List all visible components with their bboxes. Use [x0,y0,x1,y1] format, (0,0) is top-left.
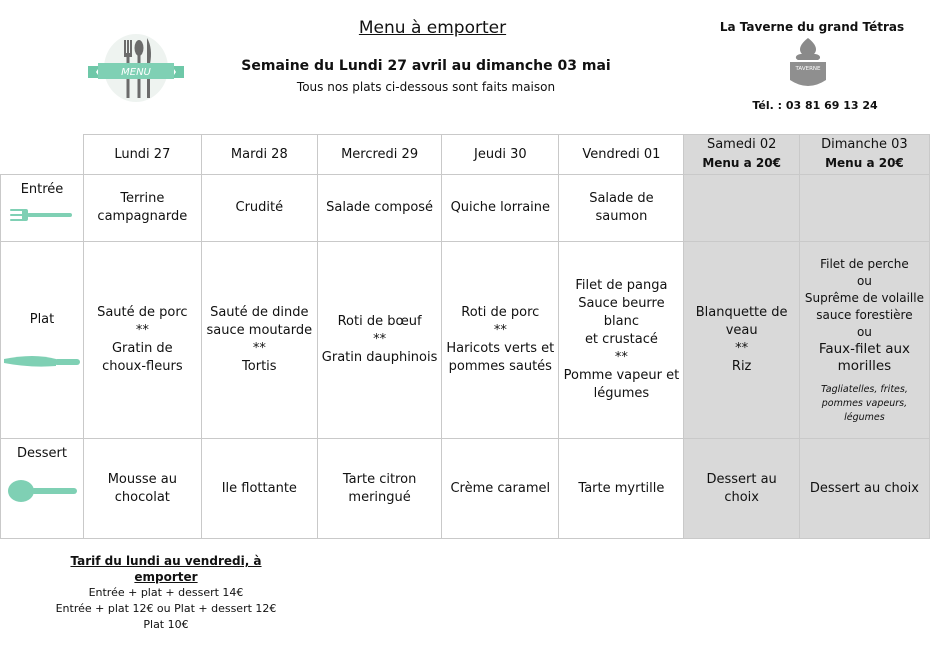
menu-logo-icon [86,30,186,105]
row-label-dessert: Dessert [1,439,84,539]
plat-mardi: Sauté de dinde sauce moutarde ** Tortis [201,242,317,439]
dessert-samedi: Dessert au choix [684,439,799,539]
svg-text:TAVERNE: TAVERNE [795,66,821,72]
restaurant-name: La Taverne du grand Tétras [719,20,905,34]
entree-vendredi: Salade de saumon [559,175,684,242]
entree-samedi [684,175,799,242]
entree-dimanche [799,175,929,242]
entree-mercredi: Salade composé [317,175,441,242]
svg-text:MENU: MENU [121,67,151,78]
day-header-row [1,135,930,175]
dessert-mercredi: Tarte citron meringué [317,439,441,539]
row-label-plat: Plat [1,242,84,439]
week-range: Semaine du Lundi 27 avril au dimanche 03 mai [241,58,611,74]
menu-table [0,134,930,539]
plat-samedi: Blanquette de veau ** Riz [684,242,799,439]
phone-number: Tél. : 03 81 69 13 24 [752,99,878,112]
knife-icon [4,355,80,369]
dessert-vendredi: Tarte myrtille [559,439,684,539]
dessert-mardi: Ile flottante [201,439,317,539]
plat-vendredi: Filet de panga Sauce beurre blanc et crustacé ** Pomme vapeur et légumes [559,242,684,439]
plat-dimanche: Filet de perche ou Suprême de volaille sauce forestière ou Faux-filet aux morilles Tagliatelles, frites, pommes vapeurs, légumes [799,242,929,439]
tarif-line: Plat 10€ [143,618,189,631]
sunday-sides: Tagliatelles, frites, pommes vapeurs, légumes [820,383,908,423]
dessert-row [1,439,930,539]
entree-lundi: Terrine campagnarde [84,175,202,242]
row-label-entree: Entrée [1,175,84,242]
plat-row [1,242,930,439]
tarif-line: Entrée + plat + dessert 14€ [88,586,244,599]
day-header-mardi: Mardi 28 [201,135,317,175]
table-corner [1,135,84,175]
tarif-block [42,553,290,633]
day-header-jeudi: Jeudi 30 [442,135,559,175]
entree-jeudi: Quiche lorraine [442,175,559,242]
tarif-title: Tarif du lundi au vendredi, à emporter [70,554,262,584]
spoon-icon [7,477,77,505]
dessert-dimanche: Dessert au choix [799,439,929,539]
plat-jeudi: Roti de porc ** Haricots verts et pommes sautés [442,242,559,439]
fork-icon [10,207,74,223]
subtitle: Tous nos plats ci-dessous sont faits maison [296,80,556,94]
restaurant-logo-icon [784,36,832,92]
dessert-lundi: Mousse au chocolat [84,439,202,539]
page-title: Menu à emporter [358,18,507,38]
day-header-lundi: Lundi 27 [84,135,202,175]
plat-mercredi: Roti de bœuf ** Gratin dauphinois [317,242,441,439]
entree-row [1,175,930,242]
tarif-line: Entrée + plat 12€ ou Plat + dessert 12€ [55,602,277,615]
day-header-samedi: Samedi 02 Menu a 20€ [684,135,799,175]
day-header-vendredi: Vendredi 01 [559,135,684,175]
dessert-jeudi: Crème caramel [442,439,559,539]
entree-mardi: Crudité [201,175,317,242]
day-header-mercredi: Mercredi 29 [317,135,441,175]
day-header-dimanche: Dimanche 03 Menu a 20€ [799,135,929,175]
plat-lundi: Sauté de porc ** Gratin de choux-fleurs [84,242,202,439]
